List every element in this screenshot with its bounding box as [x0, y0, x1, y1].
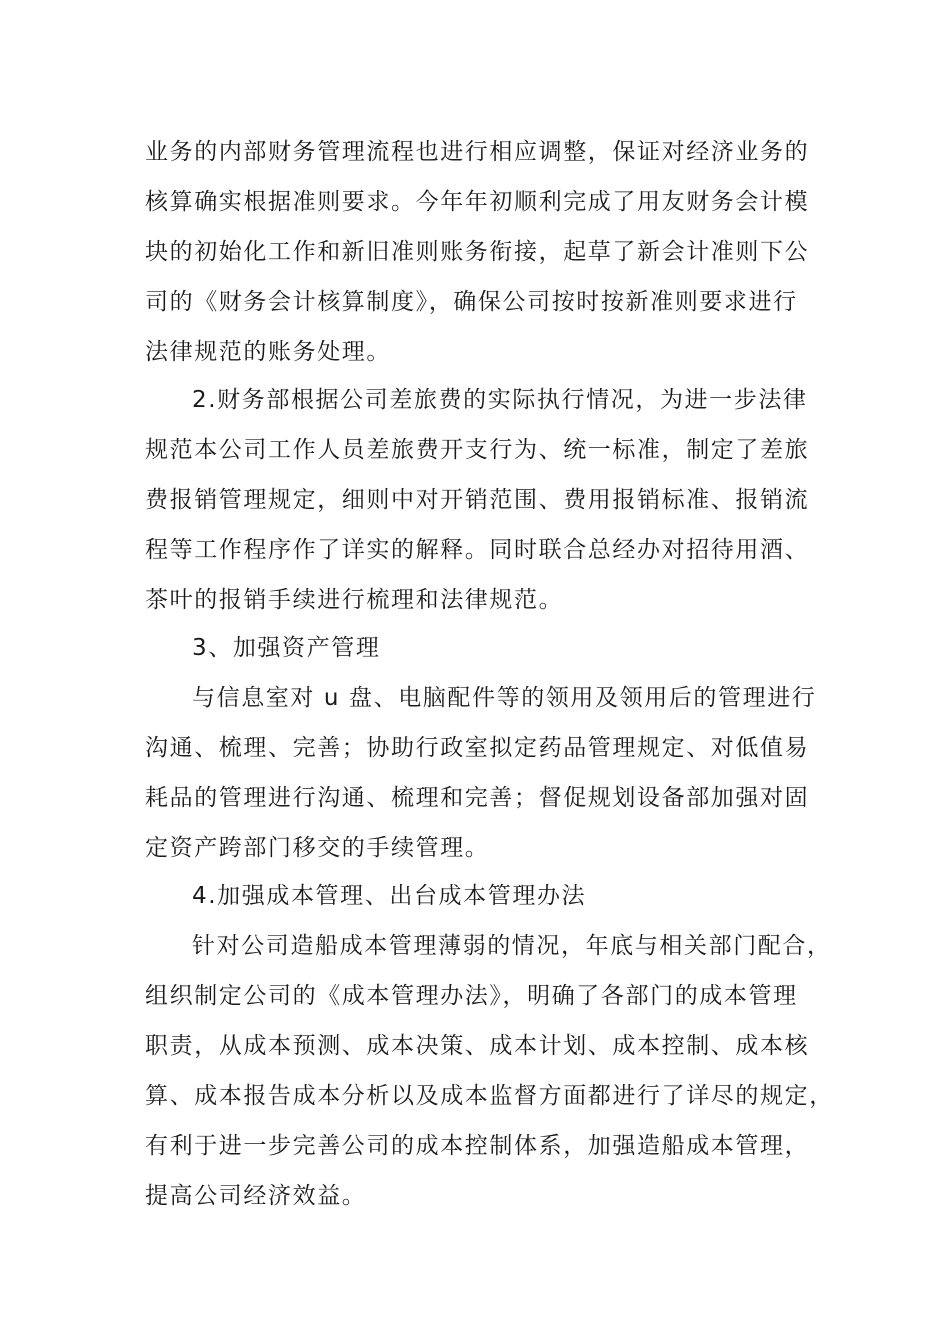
- paragraph-line: 费报销管理规定，细则中对开销范围、费用报销标准、报销流: [145, 487, 810, 513]
- paragraph-line: 司的《财务会计核算制度》，确保公司按时按新准则要求进行: [145, 289, 798, 315]
- paragraph-line: 职责，从成本预测、成本决策、成本计划、成本控制、成本核: [145, 1033, 810, 1059]
- paragraph-line: 算、成本报告成本分析以及成本监督方面都进行了详尽的规定，: [145, 1083, 834, 1109]
- paragraph-line: 规范本公司工作人员差旅费开支行为、统一标准，制定了差旅: [145, 437, 810, 463]
- paragraph-line: 针对公司造船成本管理薄弱的情况，年底与相关部门配合，: [192, 933, 832, 959]
- paragraph-line: 沟通、梳理、完善；协助行政室拟定药品管理规定、对低值易: [145, 735, 810, 761]
- paragraph-line: 提高公司经济效益。: [145, 1183, 367, 1209]
- section-heading: 4.加强成本管理、出台成本管理办法: [192, 883, 587, 909]
- paragraph-line: 组织制定公司的《成本管理办法》，明确了各部门的成本管理: [145, 983, 798, 1009]
- paragraph-line: 有利于进一步完善公司的成本控制体系，加强造船成本管理，: [145, 1133, 810, 1159]
- paragraph-line: 耗品的管理进行沟通、梳理和完善；督促规划设备部加强对固: [145, 785, 810, 811]
- paragraph-line: 茶叶的报销手续进行梳理和法律规范。: [145, 587, 564, 613]
- paragraph-line: 定资产跨部门移交的手续管理。: [145, 835, 490, 861]
- paragraph-line: 块的初始化工作和新旧准则账务衔接，起草了新会计准则下公: [145, 239, 810, 265]
- paragraph-line: 2.财务部根据公司差旅费的实际执行情况，为进一步法律: [192, 387, 808, 413]
- paragraph-line: 程等工作程序作了详实的解释。同时联合总经办对招待用酒、: [145, 537, 810, 563]
- paragraph-line: 法律规范的账务处理。: [145, 339, 391, 365]
- paragraph-line: 与信息室对 u 盘、电脑配件等的领用及领用后的管理进行: [192, 685, 817, 711]
- section-heading: 3、加强资产管理: [192, 635, 381, 661]
- paragraph-line: 核算确实根据准则要求。今年年初顺利完成了用友财务会计模: [145, 189, 810, 215]
- paragraph-line: 业务的内部财务管理流程也进行相应调整，保证对经济业务的: [145, 139, 810, 165]
